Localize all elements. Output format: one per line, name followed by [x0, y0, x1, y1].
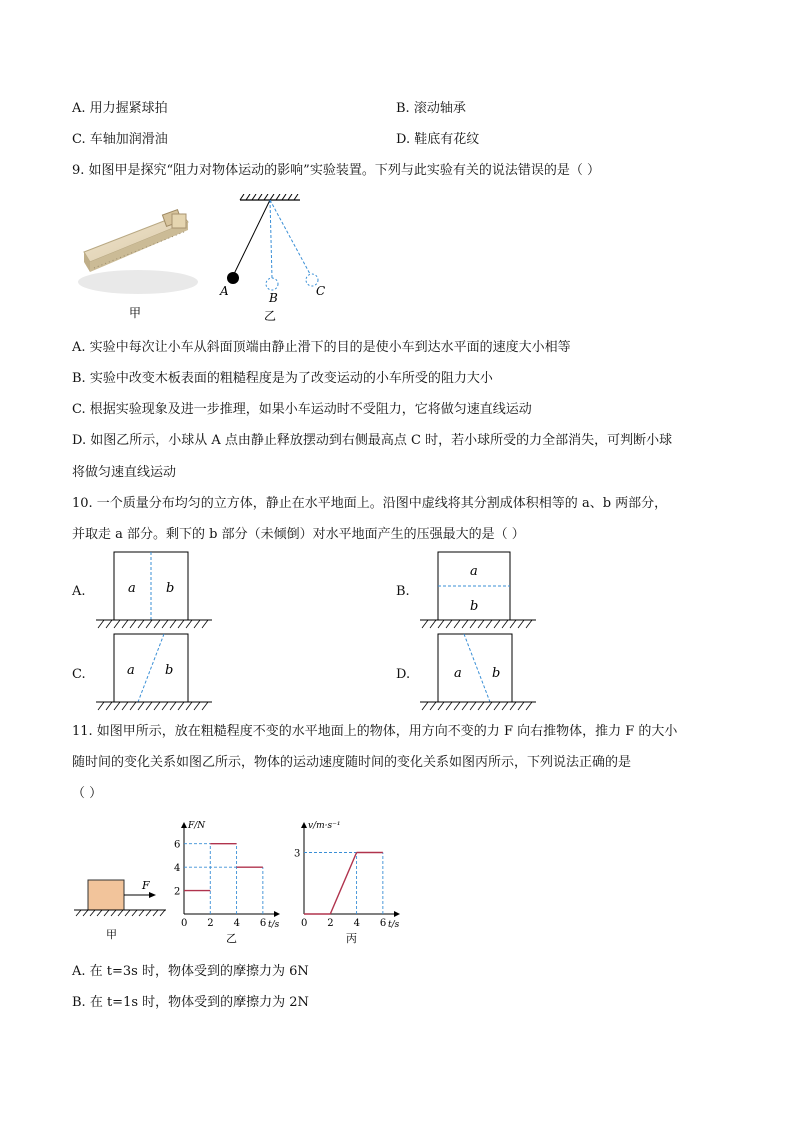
q11-stem-line3: （ ） — [72, 786, 103, 801]
q9-figure-pendulum — [212, 194, 342, 324]
q11-figure-jia — [72, 870, 168, 942]
q10-figure-a — [94, 550, 214, 632]
q9-figure-incline — [74, 200, 204, 325]
q10-option-d-label: D. — [396, 667, 411, 682]
q10-d-part-b: b — [492, 666, 501, 681]
x-tick-label: 0 — [301, 918, 308, 929]
q9-option-a: A. 实验中每次让小车从斜面顶端由静止滑下的目的是使小车到达水平面的速度大小相等 — [72, 340, 571, 355]
q8-option-c: C. 车轴加润滑油 — [72, 132, 168, 147]
q9-fig-yi-label: 乙 — [264, 309, 277, 323]
q10-stem-line1: 10. 一个质量分布均匀的立方体，静止在水平地面上。沿图中虚线将其分割成体积相等的 a、b 两部分， — [72, 496, 668, 511]
x-tick-label: 4 — [233, 918, 240, 929]
q8-option-d: D. 鞋底有花纹 — [396, 132, 480, 147]
x-tick-label: 4 — [353, 918, 360, 929]
y-tick-label: 3 — [294, 848, 301, 860]
q10-figure-c — [94, 632, 214, 714]
q11-chart-velocity-time — [290, 818, 408, 946]
q8-option-a: A. 用力握紧球拍 — [72, 101, 168, 116]
q10-b-part-a: a — [470, 564, 478, 579]
q10-option-b-label: B. — [396, 584, 410, 599]
x-axis-label: t/s — [388, 920, 400, 930]
x-tick-label: 6 — [259, 918, 267, 929]
q10-option-c-label: C. — [72, 667, 86, 682]
q10-d-part-a: a — [454, 666, 462, 681]
q11-option-b: B. 在 t=1s 时，物体受到的摩擦力为 2N — [72, 995, 309, 1010]
x-axis-arrow-icon — [394, 911, 400, 917]
q9-option-b: B. 实验中改变木板表面的粗糙程度是为了改变运动的小车所受的阻力大小 — [72, 371, 493, 386]
chart-title: 丙 — [346, 932, 357, 945]
q11-stem-line1: 11. 如图甲所示，放在粗糙程度不变的水平地面上的物体，用方向不变的力 F 向右推物体，推力 F 的大小 — [72, 724, 678, 739]
x-tick-label: 2 — [207, 918, 214, 929]
q9-option-d-line2: 将做匀速直线运动 — [72, 465, 177, 480]
y-axis-arrow-icon — [301, 822, 307, 828]
x-tick-label: 6 — [379, 918, 387, 929]
chart-title: 乙 — [226, 932, 237, 945]
pendulum-ball-a — [227, 272, 239, 284]
q10-a-part-b: b — [166, 581, 175, 596]
y-axis-arrow-icon — [181, 822, 187, 828]
pendulum-label-a: A — [220, 284, 229, 298]
y-axis-label: v/m·s⁻¹ — [308, 821, 341, 831]
q10-c-part-b: b — [165, 663, 174, 678]
x-axis-arrow-icon — [274, 911, 280, 917]
pendulum-label-b: B — [269, 291, 278, 305]
data-segment — [330, 853, 356, 915]
q9-option-c: C. 根据实验现象及进一步推理，如果小车运动时不受阻力，它将做匀速直线运动 — [72, 402, 532, 417]
pendulum-ball-b — [266, 278, 278, 290]
q11-stem-line2: 随时间的变化关系如图乙所示，物体的运动速度随时间的变化关系如图丙所示，下列说法正确的是 — [72, 755, 632, 770]
q11-force-label: F — [142, 879, 150, 892]
pushed-block — [88, 880, 124, 910]
y-axis-label: F/N — [188, 821, 206, 831]
q10-figure-d — [418, 632, 538, 714]
q10-stem-line2: 并取走 a 部分。剩下的 b 部分（未倾倒）对水平地面产生的压强最大的是（ ） — [72, 527, 525, 542]
x-tick-label: 0 — [181, 918, 188, 929]
q11-chart-force-time — [170, 818, 288, 946]
q11-option-a: A. 在 t=3s 时，物体受到的摩擦力为 6N — [72, 964, 309, 979]
force-arrow-icon — [149, 892, 156, 898]
q8-option-b: B. 滚动轴承 — [396, 101, 466, 116]
q10-figure-b — [418, 550, 538, 632]
y-tick-label: 2 — [174, 886, 181, 898]
x-axis-label: t/s — [268, 920, 280, 930]
q10-option-a-label: A. — [72, 584, 86, 599]
q10-c-part-a: a — [127, 663, 135, 678]
q9-stem: 9. 如图甲是探究“阻力对物体运动的影响”实验装置。下列与此实验有关的说法错误的是（ ） — [72, 163, 600, 178]
q9-fig-jia-label: 甲 — [129, 306, 142, 320]
q10-a-part-a: a — [128, 581, 136, 596]
y-tick-label: 4 — [174, 863, 181, 875]
x-tick-label: 2 — [327, 918, 334, 929]
q10-b-part-b: b — [470, 599, 479, 614]
pendulum-label-c: C — [316, 284, 326, 298]
q9-option-d-line1: D. 如图乙所示，小球从 A 点由静止释放摆动到右侧最高点 C 时，若小球所受的力全部消失，可判断小球 — [72, 433, 673, 448]
q11-fig-jia-label: 甲 — [106, 928, 117, 941]
y-tick-label: 6 — [174, 839, 181, 851]
